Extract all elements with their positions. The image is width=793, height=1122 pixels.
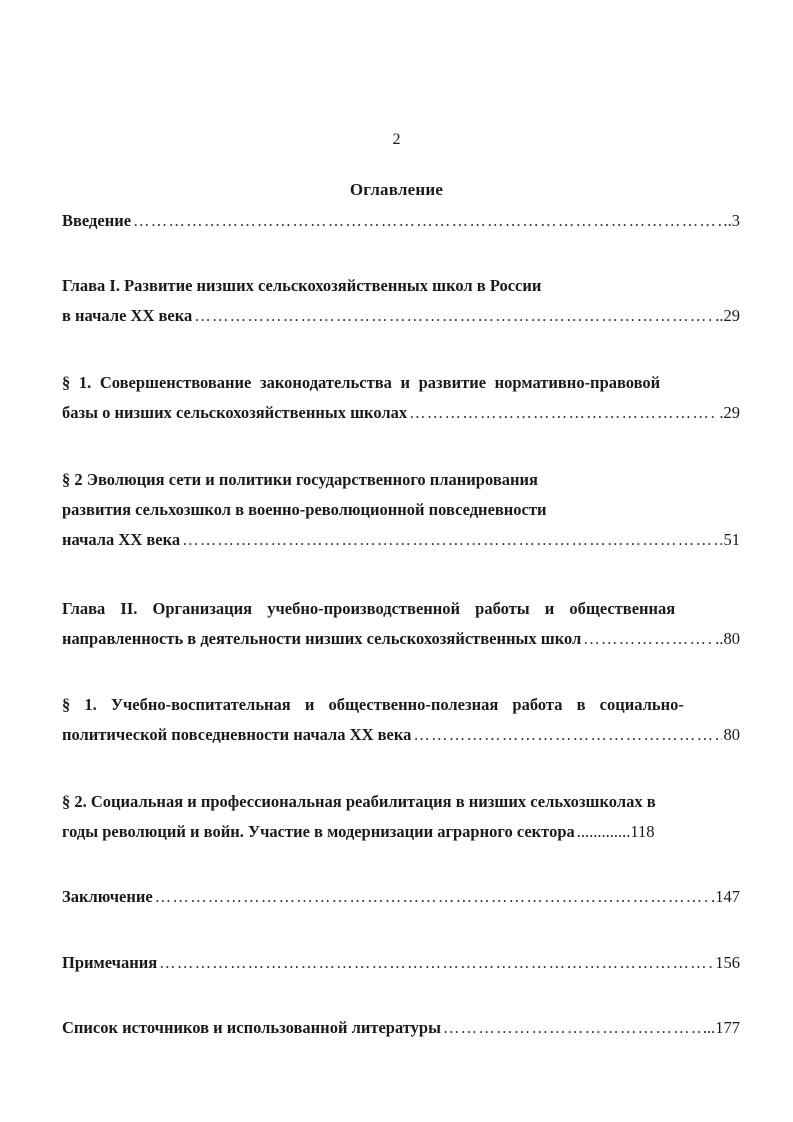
toc-entry-title: Введение: [62, 211, 132, 230]
toc-entry-title: начала XX века: [62, 530, 181, 549]
toc-entry-title-line: Глава I. Развитие низших сельскохозяйственных школ в России: [62, 276, 542, 295]
toc-page-number: ..80: [715, 629, 740, 648]
toc-entry-title-line: § 1. Совершенствование законодательства и развитие нормативно-правовой: [62, 373, 661, 392]
toc-entry-title: базы о низших сельскохозяйственных школах: [62, 403, 408, 422]
toc-entry-intro[interactable]: [62, 206, 740, 236]
dot-leader: [194, 301, 713, 331]
dot-leader: [413, 720, 721, 750]
toc-page-number: .29: [719, 403, 740, 422]
toc-title: Оглавление: [349, 180, 444, 199]
toc-page-number: ..3: [723, 211, 740, 230]
toc-entry-sources[interactable]: [62, 1013, 740, 1043]
toc-entry-title-line: Глава II. Организация учебно-производственной работы и общественная: [62, 599, 676, 618]
toc-entry-title: направленность в деятельности низших сельскохозяйственных школ: [62, 629, 582, 648]
toc-page-number: 156: [715, 953, 740, 972]
toc-entry-chapter-2[interactable]: [62, 594, 740, 654]
toc-entry-title-line: § 2 Эволюция сети и политики государственного планирования: [62, 470, 538, 489]
dot-leader: [583, 624, 713, 654]
toc-page-number: 80: [723, 725, 740, 744]
dot-leader: [409, 398, 717, 428]
dot-leader: [133, 206, 721, 236]
toc-entry-notes[interactable]: [62, 948, 740, 978]
toc-entry-chapter-1[interactable]: [62, 271, 740, 331]
toc-page-number: .............118: [576, 822, 655, 841]
toc-page-number: ...177: [702, 1018, 740, 1037]
toc-entry-section-1-1[interactable]: [62, 368, 740, 428]
dot-leader: [155, 882, 709, 912]
dot-leader: [443, 1013, 701, 1043]
toc-entry-title: Заключение: [62, 887, 153, 906]
toc-entry-section-2-2[interactable]: [62, 787, 740, 847]
toc-page-number: 51: [723, 530, 740, 549]
toc-entry-title-line: развития сельхозшкол в военно-революционной повседневности: [62, 500, 547, 519]
toc-entry-title-line: § 1. Учебно-воспитательная и общественно-полезная работа в социально-: [62, 695, 684, 714]
dot-leader: [182, 525, 721, 555]
toc-entry-section-2-1[interactable]: [62, 690, 740, 750]
toc-entry-title: Примечания: [62, 953, 158, 972]
toc-entry-section-1-2[interactable]: [62, 465, 740, 555]
toc-entry-conclusion[interactable]: [62, 882, 740, 912]
toc-entry-title: Список источников и использованной литературы: [62, 1018, 441, 1037]
toc-entry-title: годы революций и войн. Участие в модернизации аграрного сектора: [62, 822, 575, 841]
toc-entry-title: в начале XX века: [62, 306, 193, 325]
toc-page-number: ..29: [715, 306, 740, 325]
toc-entry-title: политической повседневности начала XX века: [62, 725, 412, 744]
toc-entry-title-line: § 2. Социальная и профессиональная реабилитация в низших сельхозшколах в: [62, 792, 656, 811]
page-number: 2: [392, 131, 401, 148]
dot-leader: [159, 948, 713, 978]
toc-page-number: .147: [711, 887, 740, 906]
